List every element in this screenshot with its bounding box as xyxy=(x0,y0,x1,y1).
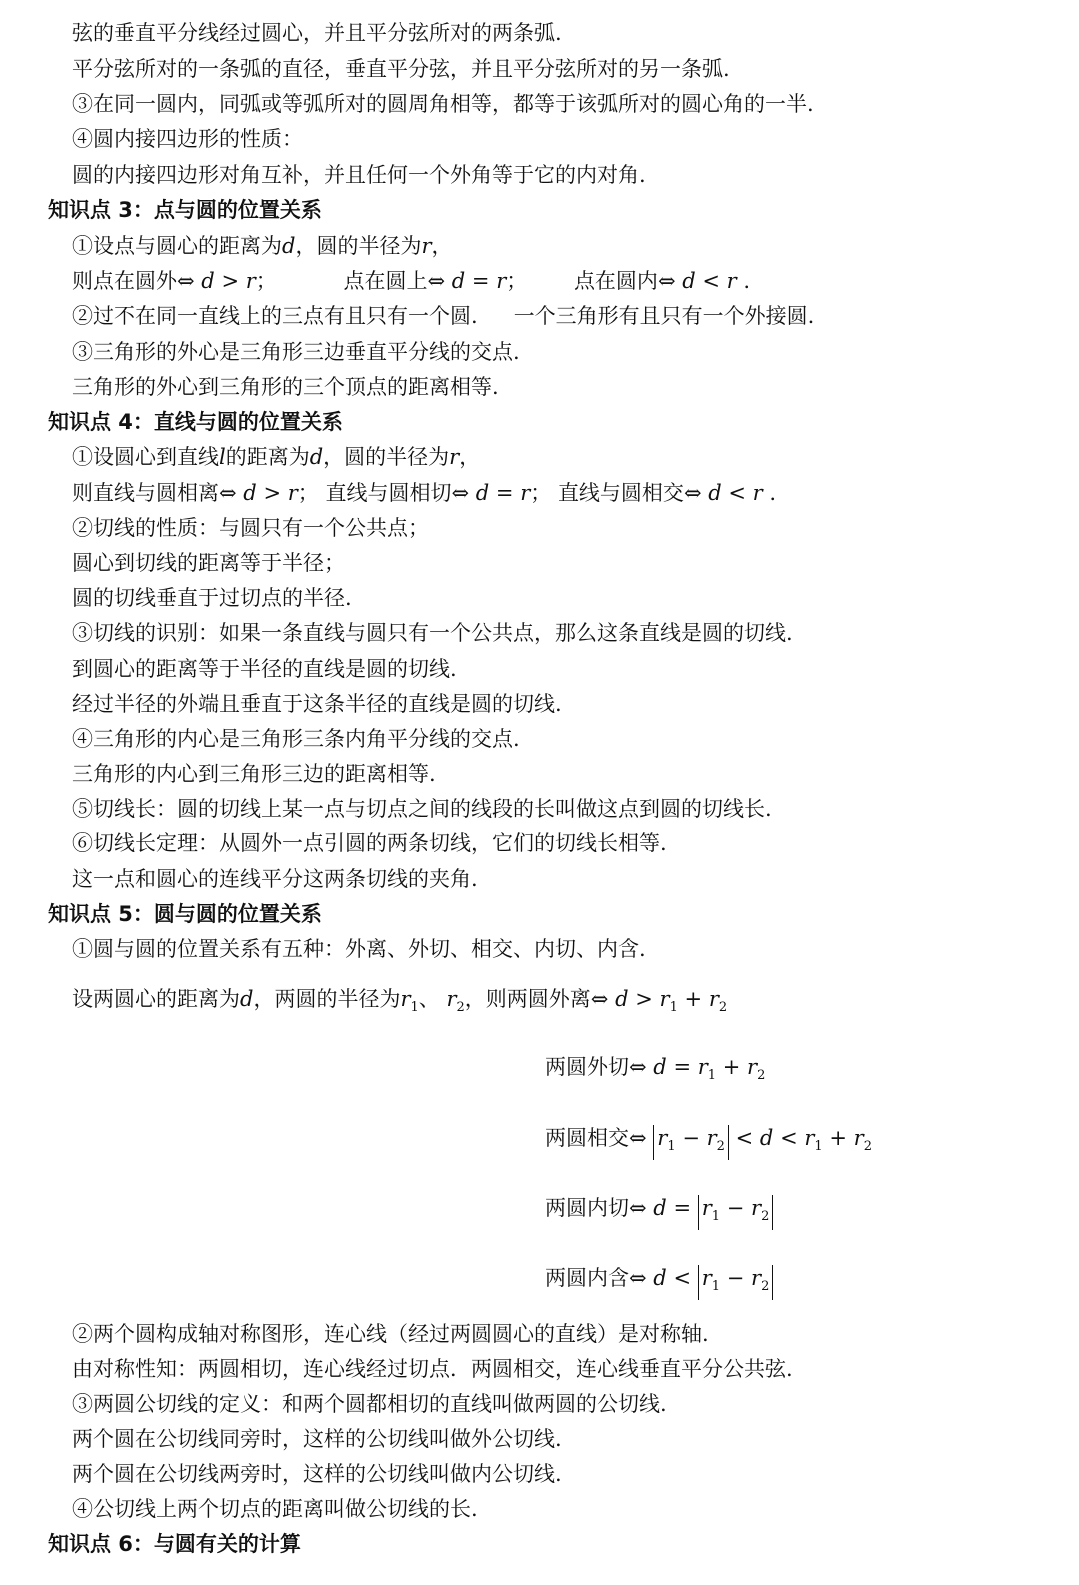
op: ； xyxy=(297,481,319,505)
var-r1: r xyxy=(659,987,670,1011)
var-r1: r xyxy=(697,1055,708,1079)
subscript: 2 xyxy=(716,1139,725,1154)
op: + xyxy=(684,987,703,1011)
subscript: 1 xyxy=(814,1139,823,1154)
subscript: 2 xyxy=(761,1209,770,1224)
var-r2: r xyxy=(706,1126,717,1150)
subscript: 1 xyxy=(667,1139,676,1154)
op: > xyxy=(263,481,282,505)
k4-line-13: 这一点和圆心的连线平分这两条切线的夹角. xyxy=(72,867,478,891)
text: 则点在圆外 xyxy=(72,269,177,293)
op: . xyxy=(769,481,777,505)
subscript: 2 xyxy=(456,1000,465,1015)
iff: ⇔ xyxy=(451,481,470,505)
var-d: d xyxy=(451,269,466,293)
op: < xyxy=(673,1266,692,1290)
var-d: d xyxy=(653,1055,667,1079)
text: 则直线与圆相离 xyxy=(72,481,219,505)
var-d: d xyxy=(653,1266,667,1290)
rel-intersect xyxy=(545,1123,872,1162)
var-r2: r xyxy=(747,1055,758,1079)
subscript: 2 xyxy=(863,1139,872,1154)
k5-line-8: ④公切线上两个切点的距离叫做公切线的长. xyxy=(72,1497,478,1521)
iff: ⇔ xyxy=(629,1126,647,1150)
text: ，两圆的半径为 xyxy=(253,987,401,1011)
k4-line-2 xyxy=(72,480,776,506)
var-r1: r xyxy=(400,987,411,1011)
text: 直线与圆相切 xyxy=(325,481,452,505)
var-r2: r xyxy=(446,987,457,1011)
var-r: r xyxy=(421,234,432,258)
k3-line-2 xyxy=(72,268,750,294)
subscript: 1 xyxy=(410,1000,419,1015)
k5-line-2 xyxy=(72,986,727,1021)
iff: ⇔ xyxy=(683,481,702,505)
var-r2: r xyxy=(751,1266,762,1290)
k5-line-4: 由对称性知：两圆相切，连心线经过切点．两圆相交，连心线垂直平分公共弦. xyxy=(72,1357,793,1381)
op: . xyxy=(743,269,751,293)
text: 两圆内切 xyxy=(545,1196,629,1220)
var-d: d xyxy=(653,1196,667,1220)
var-d: d xyxy=(243,481,257,505)
op: ； xyxy=(530,481,552,505)
iff: ⇔ xyxy=(629,1055,647,1079)
text: ②过不在同一直线上的三点有且只有一个圆. xyxy=(72,304,478,328)
text: 两圆相交 xyxy=(545,1126,629,1150)
line-3: ③在同一圆内，同弧或等弧所对的圆周角相等，都等于该弧所对的圆心角的一半. xyxy=(72,92,814,116)
k3-line-1 xyxy=(72,233,453,259)
var-r2: r xyxy=(853,1126,864,1150)
k4-line-7: 到圆心的距离等于半径的直线是圆的切线. xyxy=(72,657,457,681)
text: 两圆内含 xyxy=(545,1266,629,1290)
line-4: ④圆内接四边形的性质： xyxy=(72,127,303,151)
k3-line-3 xyxy=(72,303,814,329)
iff: ⇔ xyxy=(629,1266,647,1290)
var-r2: r xyxy=(708,987,719,1011)
iff: ⇔ xyxy=(427,269,446,293)
k5-line-5: ③两圆公切线的定义：和两个圆都相切的直线叫做两圆的公切线. xyxy=(72,1392,667,1416)
text: 两圆外切 xyxy=(545,1055,629,1079)
op: = xyxy=(673,1055,692,1079)
iff: ⇔ xyxy=(219,481,237,505)
op: ； xyxy=(506,269,528,293)
text: ①设圆心到直线 xyxy=(72,445,219,469)
k4-line-6: ③切线的识别：如果一条直线与圆只有一个公共点，那么这条直线是圆的切线. xyxy=(72,621,793,645)
rel-contain xyxy=(545,1263,773,1300)
abs-value xyxy=(698,1195,774,1230)
abs-value xyxy=(653,1125,729,1160)
op: − xyxy=(726,1266,745,1290)
k5-line-3: ②两个圆构成轴对称图形，连心线（经过两圆圆心的直线）是对称轴. xyxy=(72,1322,709,1346)
var-d: d xyxy=(615,987,629,1011)
op: < xyxy=(702,269,720,293)
op: + xyxy=(722,1055,741,1079)
k4-line-1 xyxy=(72,444,480,470)
text: 的距离为 xyxy=(225,445,310,469)
k4-line-3: ②切线的性质：与圆只有一个公共点； xyxy=(72,516,429,540)
op: − xyxy=(682,1126,700,1150)
k3-line-5: 三角形的外心到三角形的三个顶点的距离相等. xyxy=(72,375,499,399)
var-r: r xyxy=(287,481,298,505)
var-d: d xyxy=(282,234,296,258)
var-d: d xyxy=(309,445,324,469)
var-r2: r xyxy=(751,1196,762,1220)
subscript: 1 xyxy=(711,1279,721,1294)
text: 直线与圆相交 xyxy=(557,481,684,505)
k4-line-8: 经过半径的外端且垂直于这条半径的直线是圆的切线. xyxy=(72,692,562,716)
iff: ⇔ xyxy=(629,1196,647,1220)
text: 设两圆心的距离为 xyxy=(72,987,240,1011)
iff: ⇔ xyxy=(177,269,195,293)
text: 点在圆上 xyxy=(343,269,428,293)
subscript: 2 xyxy=(757,1068,766,1083)
op: > xyxy=(221,269,240,293)
var-r1: r xyxy=(657,1126,668,1150)
line-5: 圆的内接四边形对角互补，并且任何一个外角等于它的内对角. xyxy=(72,163,646,187)
subscript: 1 xyxy=(711,1209,721,1224)
k5-line-7: 两个圆在公切线两旁时，这样的公切线叫做内公切线. xyxy=(72,1462,562,1486)
iff: ⇔ xyxy=(657,269,676,293)
subscript: 2 xyxy=(761,1279,770,1294)
text: 、 xyxy=(418,987,440,1011)
text: ①设点与圆心的距离为 xyxy=(72,234,282,258)
op: < xyxy=(780,1126,798,1150)
op: ； xyxy=(255,269,277,293)
k4-line-10: 三角形的内心到三角形三边的距离相等. xyxy=(72,762,436,786)
line-1: 弦的垂直平分线经过圆心，并且平分弦所对的两条弧. xyxy=(72,21,562,45)
k4-line-4: 圆心到切线的距离等于半径； xyxy=(72,551,345,575)
var-r: r xyxy=(496,269,507,293)
heading-5: 知识点 5：圆与圆的位置关系 xyxy=(48,902,322,926)
var-d: d xyxy=(475,481,490,505)
var-r1: r xyxy=(701,1266,712,1290)
op: = xyxy=(495,481,514,505)
k4-line-12: ⑥切线长定理：从圆外一点引圆的两条切线，它们的切线长相等. xyxy=(72,831,667,855)
subscript: 1 xyxy=(707,1068,717,1083)
k4-line-11: ⑤切线长：圆的切线上某一点与切点之间的线段的长叫做这点到圆的切线长. xyxy=(72,797,772,821)
op: + xyxy=(829,1126,847,1150)
text: ， xyxy=(431,234,453,258)
text: 点在圆内 xyxy=(573,269,658,293)
heading-6: 知识点 6：与圆有关的计算 xyxy=(48,1532,301,1556)
var-r: r xyxy=(245,269,256,293)
text: ， xyxy=(459,445,481,469)
abs-value xyxy=(698,1265,774,1300)
var-d: d xyxy=(240,987,254,1011)
k5-line-6: 两个圆在公切线同旁时，这样的公切线叫做外公切线. xyxy=(72,1427,562,1451)
k5-line-1: ①圆与圆的位置关系有五种：外离、外切、相交、内切、内含. xyxy=(72,937,646,961)
var-d: d xyxy=(682,269,696,293)
rel-internal-tangent xyxy=(545,1193,773,1230)
iff: ⇔ xyxy=(590,987,609,1011)
op: = xyxy=(673,1196,692,1220)
heading-4: 知识点 4：直线与圆的位置关系 xyxy=(48,410,343,434)
rel-external-tangent xyxy=(545,1052,765,1091)
var-r: r xyxy=(752,481,763,505)
text: 一个三角形有且只有一个外接圆. xyxy=(513,304,815,328)
heading-3: 知识点 3：点与圆的位置关系 xyxy=(48,198,322,222)
subscript: 2 xyxy=(718,1000,728,1015)
var-d: d xyxy=(201,269,215,293)
var-r1: r xyxy=(804,1126,815,1150)
op: < xyxy=(735,1126,754,1150)
subscript: 1 xyxy=(669,1000,678,1015)
op: = xyxy=(471,269,490,293)
op: > xyxy=(635,987,653,1011)
var-d: d xyxy=(708,481,722,505)
var-d: d xyxy=(759,1126,774,1150)
var-r: r xyxy=(726,269,737,293)
text: ，圆的半径为 xyxy=(323,445,450,469)
var-r1: r xyxy=(701,1196,712,1220)
var-l: l xyxy=(219,445,226,469)
text: ，圆的半径为 xyxy=(295,234,422,258)
var-r: r xyxy=(449,445,460,469)
op: < xyxy=(728,481,746,505)
k4-line-9: ④三角形的内心是三角形三条内角平分线的交点. xyxy=(72,727,520,751)
var-r: r xyxy=(520,481,531,505)
text: ，则两圆外离 xyxy=(464,987,591,1011)
line-2: 平分弦所对的一条弧的直径，垂直平分弦，并且平分弦所对的另一条弧. xyxy=(72,57,730,81)
k3-line-4: ③三角形的外心是三角形三边垂直平分线的交点. xyxy=(72,340,520,364)
op: − xyxy=(726,1196,745,1220)
k4-line-5: 圆的切线垂直于过切点的半径. xyxy=(72,586,352,610)
